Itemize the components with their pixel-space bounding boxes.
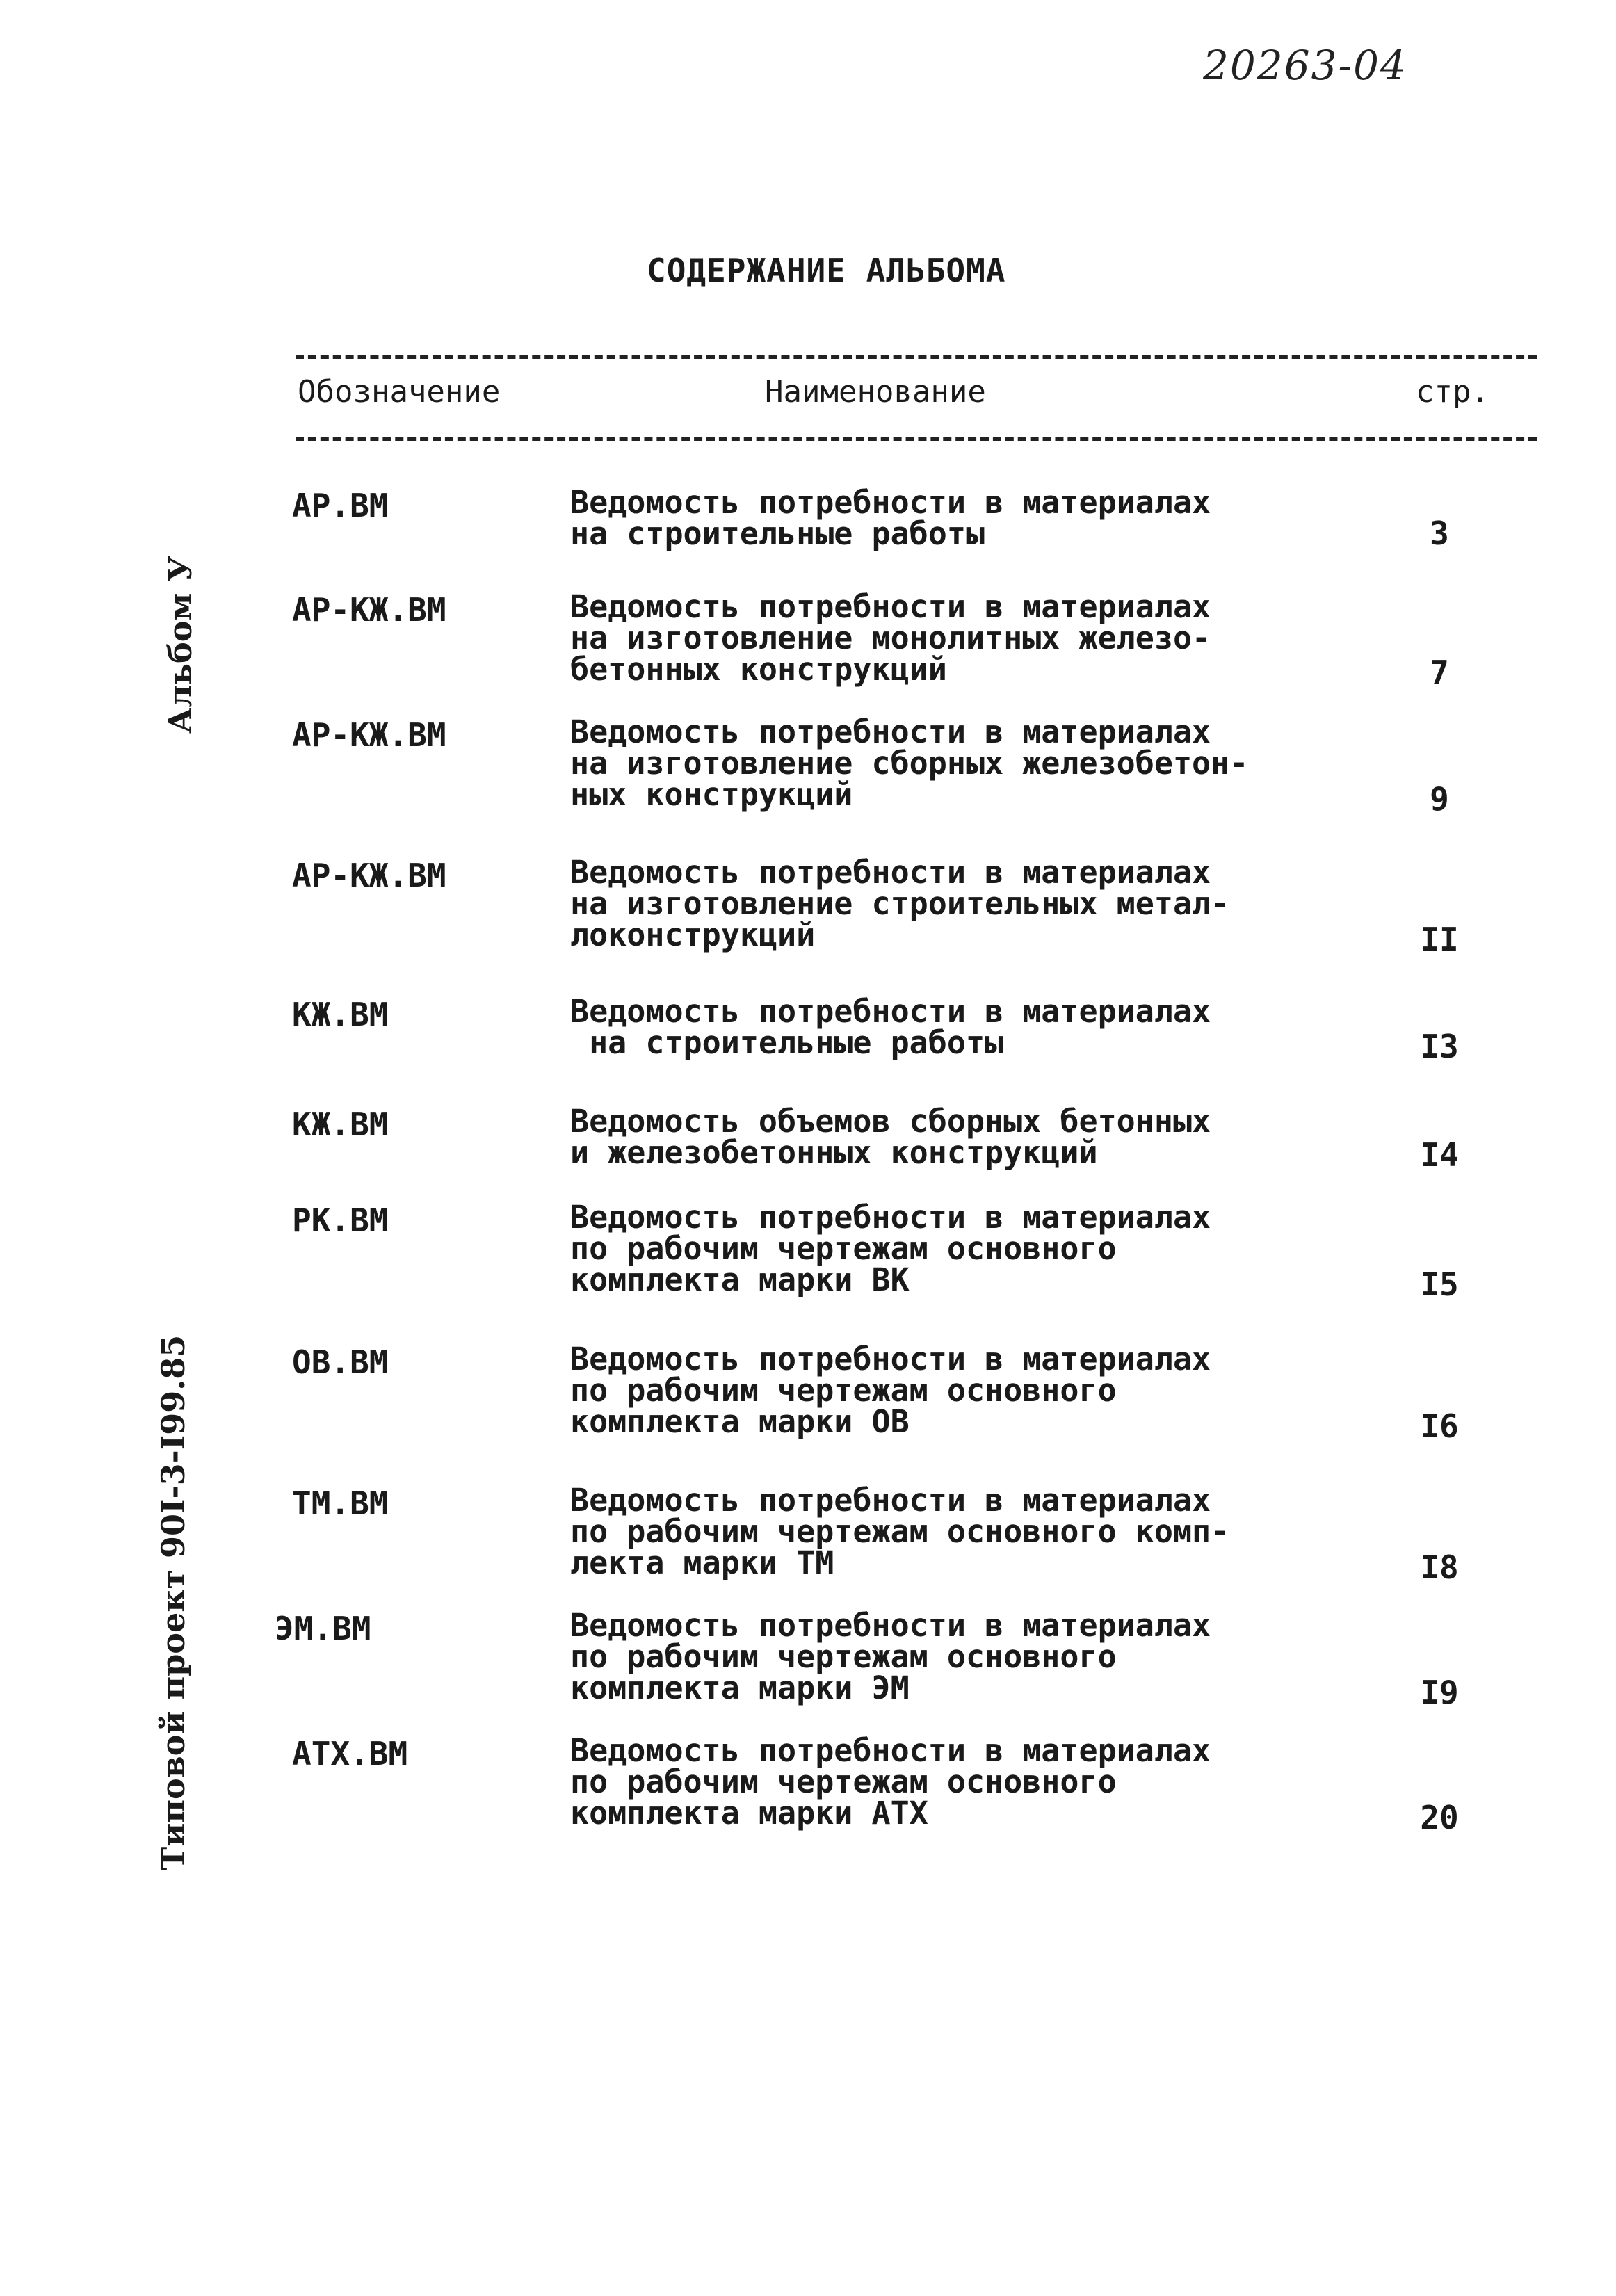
row-code: КЖ.ВМ: [292, 1106, 389, 1143]
row-page: 20: [1420, 1799, 1459, 1836]
page-title: СОДЕРЖАНИЕ АЛЬБОМА: [647, 252, 1006, 289]
row-page: I9: [1420, 1674, 1459, 1711]
row-code: ЭМ.ВМ: [275, 1610, 371, 1647]
header-code: Обозначение: [298, 374, 501, 410]
document-number: 20263-04: [1203, 42, 1407, 89]
header-page: стр.: [1416, 374, 1489, 410]
row-code: ОВ.ВМ: [292, 1343, 389, 1381]
row-code: КЖ.ВМ: [292, 996, 389, 1033]
row-name: Ведомость потребности в материалах по рабочим чертежам основного комплекта марки ВК: [570, 1199, 1211, 1298]
row-name: Ведомость потребности в материалах по рабочим чертежам основного комплекта марки АТХ: [570, 1732, 1211, 1832]
header-name: Наименование: [765, 374, 986, 410]
row-page: I3: [1420, 1028, 1459, 1065]
row-code: АР-КЖ.ВМ: [292, 591, 446, 629]
row-name: Ведомость потребности в материалах на изготовление строительных метал- локонструкций: [570, 854, 1230, 953]
row-code: АР.ВМ: [292, 487, 389, 524]
row-name: Ведомость объемов сборных бетонных и железобетонных конструкций: [570, 1103, 1211, 1171]
side-label-project: Типовой проект 90I-3-I99.85: [154, 1334, 192, 1870]
row-page: I6: [1420, 1407, 1459, 1445]
row-code: АР-КЖ.ВМ: [292, 716, 446, 754]
row-code: РК.ВМ: [292, 1202, 389, 1239]
row-code: ТМ.ВМ: [292, 1485, 389, 1522]
row-code: АТХ.ВМ: [292, 1735, 408, 1772]
row-name: Ведомость потребности в материалах по рабочим чертежам основного комплекта марки ОВ: [570, 1341, 1211, 1440]
row-page: 7: [1430, 654, 1449, 691]
row-name: Ведомость потребности в материалах на изготовление монолитных железо- бетонных конструкций: [570, 588, 1211, 688]
table-top-divider: [296, 355, 1537, 359]
row-page: I5: [1420, 1266, 1459, 1303]
row-page: I4: [1420, 1136, 1459, 1174]
row-name: Ведомость потребности в материалах на строительные работы: [570, 993, 1211, 1061]
row-name: Ведомость потребности в материалах на изготовление сборных железобетон- ных конструкций: [570, 713, 1249, 813]
row-page: 9: [1430, 780, 1449, 818]
row-code: АР-КЖ.ВМ: [292, 857, 446, 894]
row-page: 3: [1430, 515, 1449, 552]
row-page: I8: [1420, 1549, 1459, 1586]
row-name: Ведомость потребности в материалах по рабочим чертежам основного комплекта марки ЭМ: [570, 1607, 1211, 1706]
row-name: Ведомость потребности в материалах по рабочим чертежам основного комп- лекта марки ТМ: [570, 1482, 1230, 1581]
side-label-album: Альбом У: [161, 556, 199, 734]
row-page: II: [1420, 921, 1459, 958]
table-header-divider: [296, 437, 1537, 441]
row-name: Ведомость потребности в материалах на строительные работы: [570, 484, 1211, 552]
